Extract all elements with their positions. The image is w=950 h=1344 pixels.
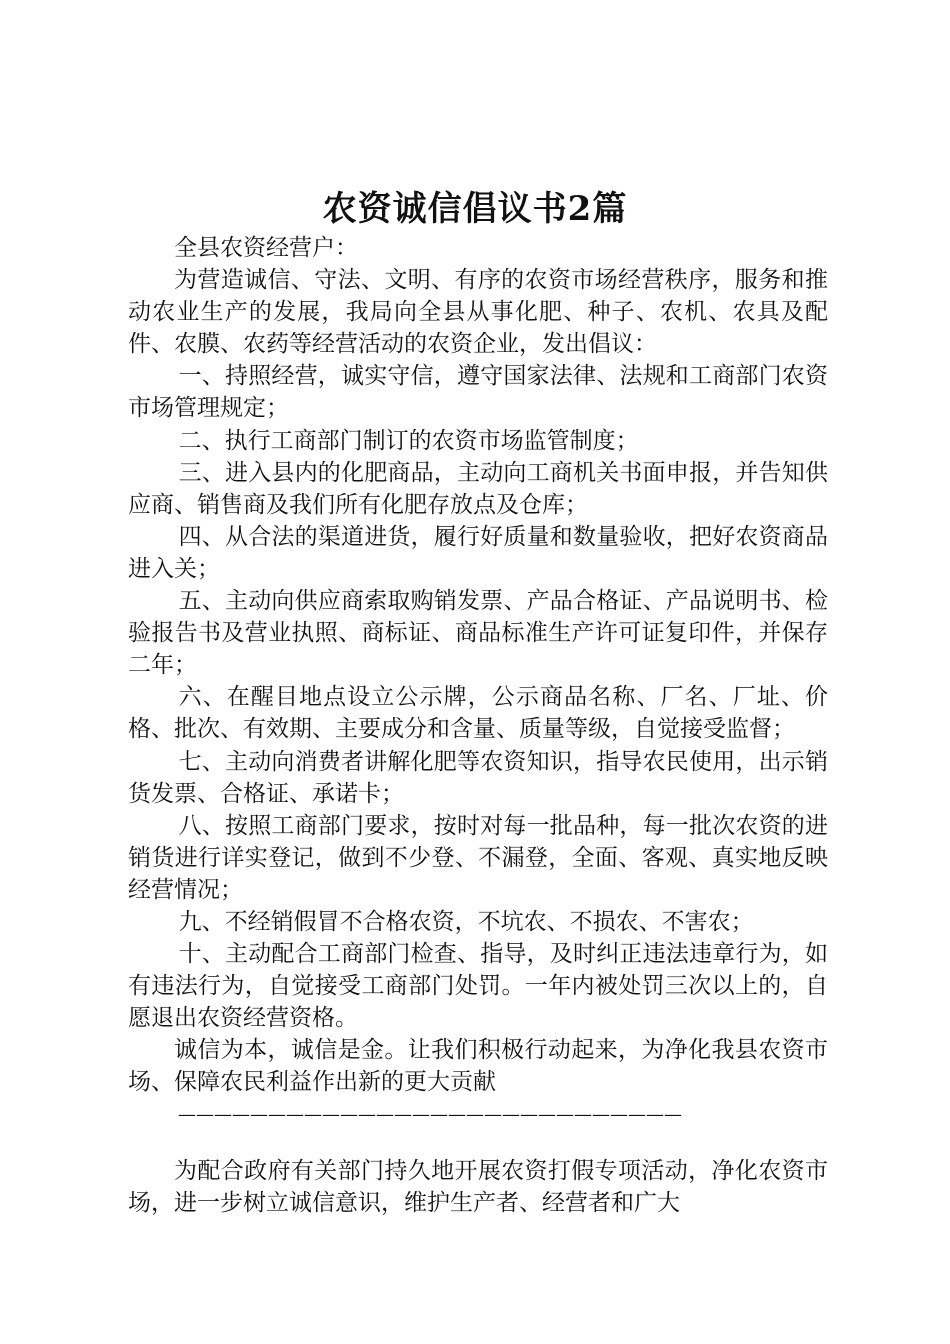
proposal-item-7: 七、主动向消费者讲解化肥等农资知识，指导农民使用，出示销货发票、合格证、承诺卡； bbox=[128, 748, 828, 807]
intro-paragraph: 为营造诚信、守法、文明、有序的农资市场经营秩序，服务和推动农业生产的发展，我局向全县从事化肥、种子、农机、农具及配件、农膜、农药等经营活动的农资企业，发出倡议： bbox=[128, 267, 828, 358]
section-separator: ———————————————————————————— bbox=[178, 1103, 682, 1125]
proposal-item-4: 四、从合法的渠道进货，履行好质量和数量验收，把好农资商品进入关； bbox=[128, 523, 828, 582]
proposal-item-6: 六、在醒目地点设立公示牌，公示商品名称、厂名、厂址、价格、批次、有效期、主要成分和含量、质量等级，自觉接受监督； bbox=[128, 684, 828, 743]
proposal-item-3: 三、进入县内的化肥商品，主动向工商机关书面申报，并告知供应商、销售商及我们所有化肥存放点及仓库； bbox=[128, 459, 828, 518]
proposal-item-9: 九、不经销假冒不合格农资，不坑农、不损农、不害农； bbox=[178, 908, 754, 935]
closing-paragraph: 诚信为本，诚信是金。让我们积极行动起来，为净化我县农资市场、保障农民利益作出新的更大贡献 bbox=[128, 1037, 828, 1096]
section-gap bbox=[128, 1131, 828, 1155]
document-title: 农资诚信倡议书2篇 bbox=[322, 189, 628, 229]
proposal-item-2: 二、执行工商部门制订的农资市场监管制度； bbox=[178, 427, 639, 454]
proposal-item-5: 五、主动向供应商索取购销发票、产品合格证、产品说明书、检验报告书及营业执照、商标证、商品标准生产许可证复印件，并保存二年； bbox=[128, 588, 828, 679]
proposal-item-8: 八、按照工商部门要求，按时对每一批品种，每一批次农资的进销货进行详实登记，做到不少登、不漏登，全面、客观、真实地反映经营情况； bbox=[128, 812, 828, 903]
document-body bbox=[128, 232, 828, 1219]
proposal-item-1: 一、持照经营，诚实守信，遵守国家法律、法规和工商部门农资市场管理规定； bbox=[128, 363, 828, 422]
second-intro-paragraph: 为配合政府有关部门持久地开展农资打假专项活动，净化农资市场，进一步树立诚信意识，维护生产者、经营者和广大 bbox=[128, 1157, 828, 1216]
proposal-item-10: 十、主动配合工商部门检查、指导，及时纠正违法违章行为，如有违法行为，自觉接受工商部门处罚。一年内被处罚三次以上的，自愿退出农资经营资格。 bbox=[128, 941, 828, 1032]
salutation: 全县农资经营户： bbox=[174, 235, 358, 261]
